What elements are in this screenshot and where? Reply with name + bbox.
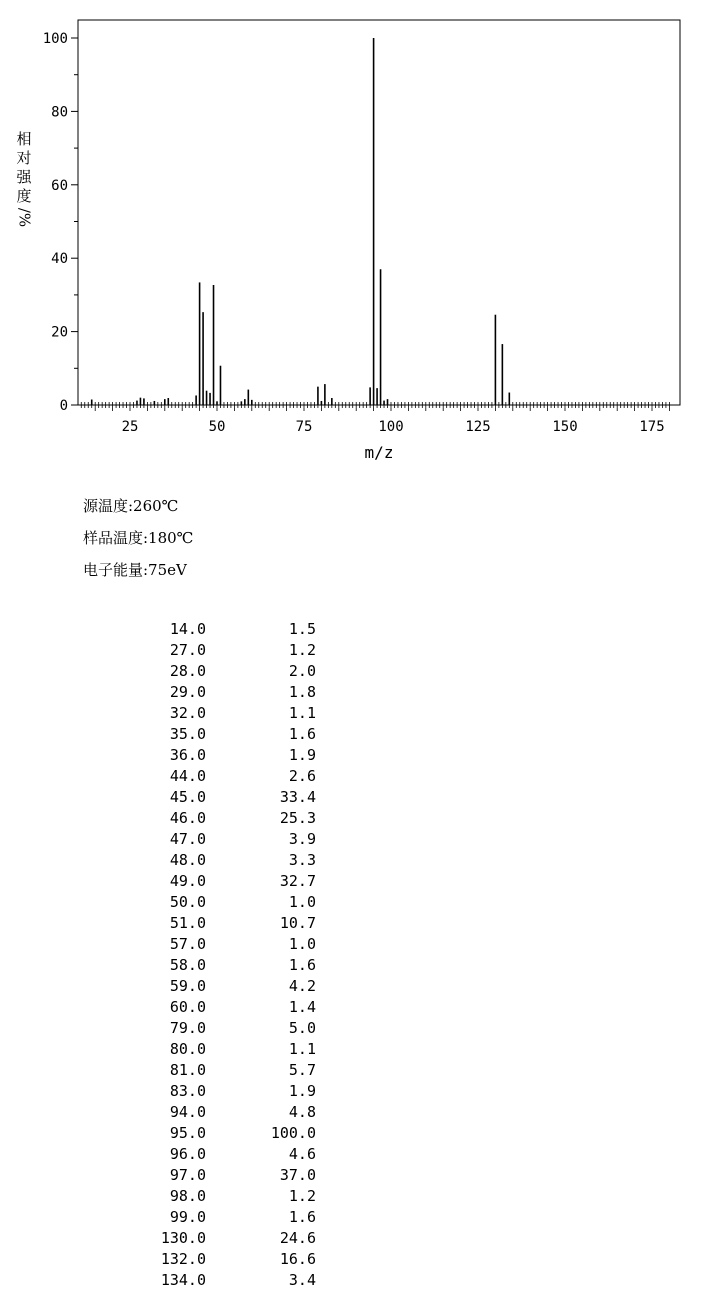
abundance-value: 1.5: [288, 620, 316, 638]
sample-temperature: 样品温度:180℃: [83, 529, 194, 547]
abundance-value: 16.6: [279, 1250, 316, 1268]
table-row: [100, 640, 316, 661]
abundance-value: 33.4: [279, 788, 316, 806]
mz-value: 99.0: [169, 1208, 206, 1226]
y-axis-label: [14, 130, 34, 227]
abundance-value: 1.9: [288, 1082, 316, 1100]
y-axis-label-char: 相: [16, 130, 32, 148]
y-tick-label: 80: [51, 104, 68, 121]
mz-value: 27.0: [169, 641, 206, 659]
mz-value: 45.0: [169, 788, 206, 806]
table-row: [100, 787, 316, 808]
x-tick-label: 100: [378, 419, 404, 435]
table-row: [100, 1207, 316, 1228]
mz-value: 57.0: [169, 935, 206, 953]
table-row: [100, 1039, 316, 1060]
table-row: [100, 850, 316, 871]
source-temperature: 源温度:260℃: [83, 497, 179, 515]
mz-value: 80.0: [169, 1040, 206, 1058]
mz-value: 36.0: [169, 746, 206, 764]
abundance-value: 1.4: [288, 998, 316, 1016]
y-axis: [43, 31, 78, 414]
mz-value: 97.0: [169, 1166, 206, 1184]
table-row: [100, 1102, 316, 1123]
abundance-value: 1.6: [288, 725, 316, 743]
x-tick-label: 150: [552, 419, 578, 435]
table-row: [100, 682, 316, 703]
abundance-value: 4.2: [288, 977, 316, 995]
table-row: [100, 913, 316, 934]
abundance-value: 3.4: [288, 1271, 316, 1289]
abundance-value: 10.7: [279, 914, 316, 932]
y-axis-label-unit: /%: [15, 207, 34, 228]
mz-value: 28.0: [169, 662, 206, 680]
mz-value: 130.0: [160, 1229, 206, 1247]
y-tick-label: 40: [51, 251, 68, 268]
table-row: [100, 745, 316, 766]
electron-energy: 电子能量:75eV: [83, 561, 187, 579]
table-row: [100, 1123, 316, 1144]
abundance-value: 2.6: [288, 767, 316, 785]
mz-value: 14.0: [169, 620, 206, 638]
table-row: [100, 619, 316, 640]
abundance-value: 1.2: [288, 1187, 316, 1205]
mz-value: 60.0: [169, 998, 206, 1016]
x-tick-label: 75: [295, 419, 313, 435]
x-tick-label: 175: [639, 419, 665, 435]
abundance-value: 37.0: [279, 1166, 316, 1184]
spectrum-peaks: [92, 38, 510, 405]
abundance-value: 2.0: [288, 662, 316, 680]
table-row: [100, 1270, 316, 1291]
table-row: [100, 1144, 316, 1165]
x-axis-label: m/z: [364, 443, 394, 462]
y-axis-label-char: 对: [16, 149, 32, 167]
x-tick-label: 125: [465, 419, 491, 435]
table-row: [100, 1186, 316, 1207]
table-row: [100, 1165, 316, 1186]
table-row: [100, 766, 316, 787]
plot-frame: [78, 20, 680, 405]
mz-value: 94.0: [169, 1103, 206, 1121]
mz-value: 44.0: [169, 767, 206, 785]
y-tick-label: 0: [59, 398, 68, 414]
mz-value: 83.0: [169, 1082, 206, 1100]
abundance-value: 25.3: [279, 809, 316, 827]
abundance-value: 1.1: [288, 1040, 316, 1058]
table-row: [100, 1018, 316, 1039]
table-row: [100, 661, 316, 682]
table-row: [100, 1228, 316, 1249]
table-row: [100, 955, 316, 976]
mz-value: 49.0: [169, 872, 206, 890]
mz-value: 95.0: [169, 1124, 206, 1142]
mz-value: 58.0: [169, 956, 206, 974]
mz-value: 98.0: [169, 1187, 206, 1205]
abundance-value: 4.8: [288, 1103, 316, 1121]
mz-value: 47.0: [169, 830, 206, 848]
abundance-value: 1.8: [288, 683, 316, 701]
mz-value: 50.0: [169, 893, 206, 911]
y-axis-label-char: 度: [16, 187, 32, 205]
mz-value: 81.0: [169, 1061, 206, 1079]
table-row: [100, 703, 316, 724]
mz-value: 96.0: [169, 1145, 206, 1163]
table-row: [100, 976, 316, 997]
mz-value: 46.0: [169, 809, 206, 827]
y-tick-label: 20: [51, 324, 68, 341]
abundance-value: 5.0: [288, 1019, 316, 1037]
mz-value: 48.0: [169, 851, 206, 869]
table-row: [100, 892, 316, 913]
table-row: [100, 1081, 316, 1102]
table-row: [100, 1060, 316, 1081]
table-row: [100, 808, 316, 829]
abundance-value: 1.0: [288, 893, 316, 911]
x-tick-label: 50: [208, 419, 226, 435]
abundance-value: 1.6: [288, 956, 316, 974]
x-axis: [81, 402, 669, 435]
abundance-value: 100.0: [270, 1124, 316, 1142]
abundance-value: 1.1: [288, 704, 316, 722]
y-tick-label: 60: [51, 177, 68, 194]
table-row: [100, 871, 316, 892]
table-row: [100, 934, 316, 955]
mz-value: 59.0: [169, 977, 206, 995]
abundance-value: 4.6: [288, 1145, 316, 1163]
abundance-value: 3.9: [288, 830, 316, 848]
abundance-value: 1.2: [288, 641, 316, 659]
mz-value: 32.0: [169, 704, 206, 722]
table-row: [100, 724, 316, 745]
abundance-value: 1.9: [288, 746, 316, 764]
abundance-value: 1.0: [288, 935, 316, 953]
mz-value: 79.0: [169, 1019, 206, 1037]
mz-value: 132.0: [160, 1250, 206, 1268]
mz-value: 29.0: [169, 683, 206, 701]
abundance-value: 5.7: [288, 1061, 316, 1079]
mz-value: 134.0: [160, 1271, 206, 1289]
abundance-value: 32.7: [279, 872, 316, 890]
mz-value: 51.0: [169, 914, 206, 932]
peak-table: [100, 619, 316, 1291]
table-row: [100, 997, 316, 1018]
x-tick-label: 25: [121, 419, 139, 435]
y-tick-label: 100: [42, 31, 68, 47]
mz-value: 35.0: [169, 725, 206, 743]
abundance-value: 1.6: [288, 1208, 316, 1226]
mass-spectrum-chart: [0, 0, 702, 470]
abundance-value: 3.3: [288, 851, 316, 869]
abundance-value: 24.6: [279, 1229, 316, 1247]
y-axis-label-char: 强: [16, 168, 32, 186]
table-row: [100, 829, 316, 850]
table-row: [100, 1249, 316, 1270]
